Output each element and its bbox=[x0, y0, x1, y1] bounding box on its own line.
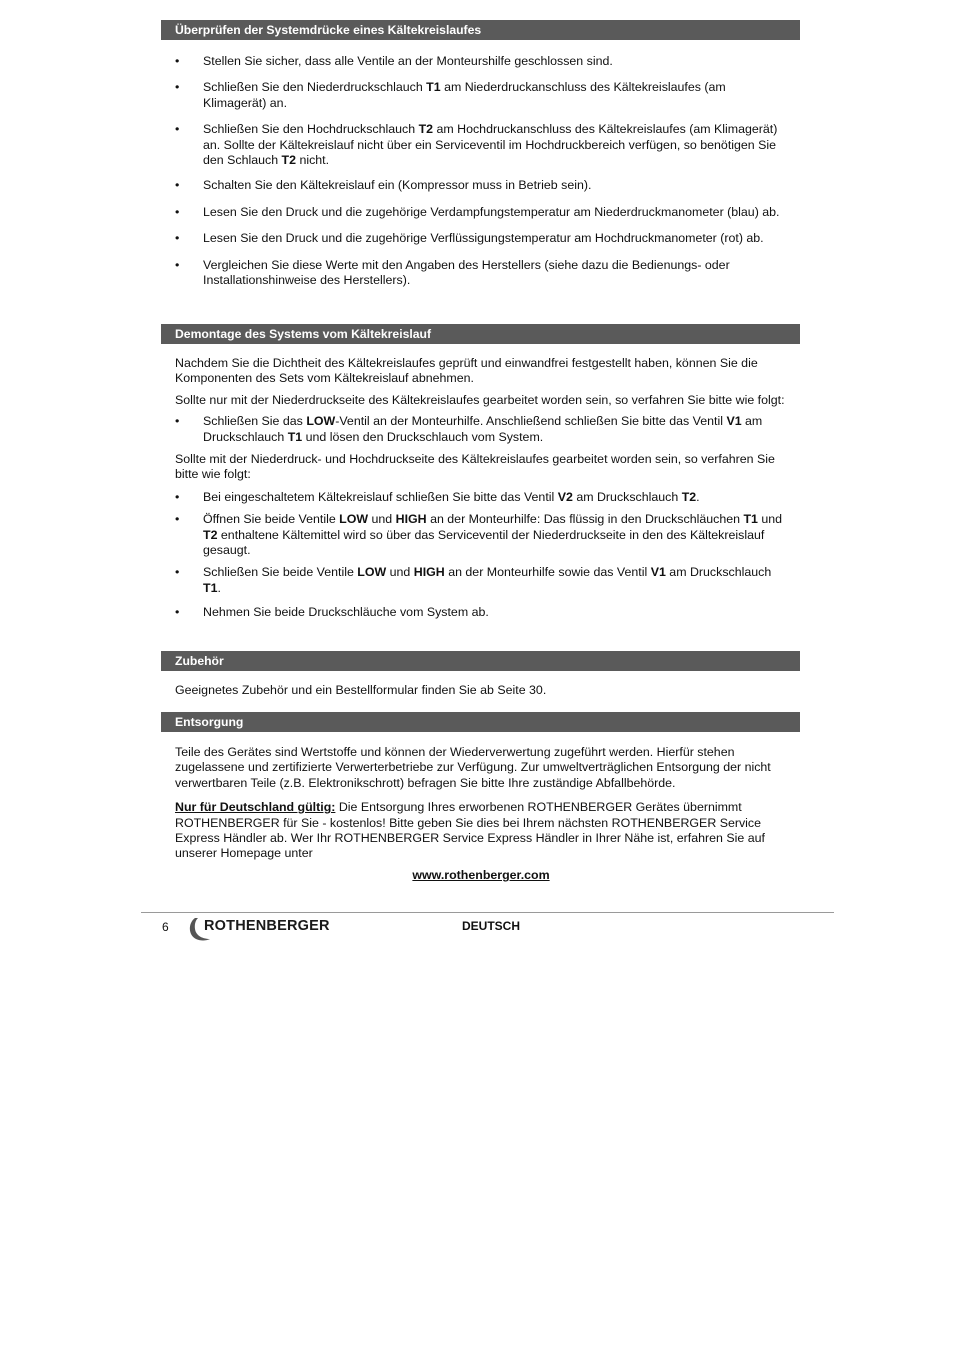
section-header-entsorgung: Entsorgung bbox=[161, 712, 800, 732]
bold-term: T1 bbox=[426, 80, 441, 95]
text-run: Schalten Sie den Kältekreislauf ein (Kompressor muss in Betrieb sein). bbox=[203, 178, 592, 193]
bullet-list bbox=[175, 54, 790, 288]
bold-term: LOW bbox=[339, 512, 369, 527]
text-run: Schließen Sie den Niederdruckschlauch bbox=[203, 80, 427, 95]
bullet-dot-icon: • bbox=[175, 80, 180, 95]
germany-only-label: Nur für Deutschland gültig: bbox=[175, 800, 336, 815]
text-run: nicht. bbox=[296, 153, 330, 168]
text-run: Schließen Sie beide Ventile bbox=[203, 565, 358, 580]
bullet-item bbox=[175, 178, 790, 193]
bullet-item bbox=[175, 80, 790, 111]
paragraph: Teile des Gerätes sind Wertstoffe und können der Wiederverwertung zugeführt werden. Hierfür stehen zugelassene und zertifizierte Verwerterbetriebe zur Verfügung. Zur umweltverträglichen Entsorgung der nicht verwertbaren Teile (z.B. Elektronikschrott) befragen Sie bitte Ihre zuständige Abfallbehörde. bbox=[175, 745, 771, 790]
bullet-dot-icon: • bbox=[175, 605, 180, 620]
brand-logo bbox=[186, 915, 346, 943]
text-run: und bbox=[386, 565, 414, 580]
paragraph: Geeignetes Zubehör und ein Bestellformular finden Sie ab Seite 30. bbox=[175, 683, 547, 697]
paragraph: Sollte nur mit der Niederdruckseite des Kältekreislaufes gearbeitet worden sein, so verfahren Sie bitte wie folgt: bbox=[175, 392, 785, 407]
section-header-systemdruecke: Überprüfen der Systemdrücke eines Kältekreislaufes bbox=[161, 20, 800, 40]
bold-term: T2 bbox=[281, 153, 296, 168]
text-run: am Niederdruckanschluss des Kältekreislaufes (am Klimagerät) an. bbox=[203, 80, 726, 110]
paragraph: Sollte mit der Niederdruck- und Hochdruckseite des Kältekreislaufes gearbeitet worden sein, so verfahren Sie bitte wie folgt: bbox=[175, 452, 775, 482]
bold-term: T1 bbox=[743, 512, 758, 527]
bullet-item bbox=[175, 414, 790, 445]
bold-term: LOW bbox=[306, 414, 336, 429]
bold-term: HIGH bbox=[395, 512, 427, 527]
text-run: Schließen Sie das bbox=[203, 414, 307, 429]
page-number: 6 bbox=[162, 920, 169, 934]
text-run: und bbox=[757, 512, 783, 527]
text-run: . bbox=[217, 580, 221, 595]
section-header-zubehoer: Zubehör bbox=[161, 651, 800, 671]
bullet-item bbox=[175, 258, 790, 289]
bullet-item bbox=[175, 565, 790, 596]
section-body-zubehoer bbox=[175, 683, 790, 704]
bullet-dot-icon: • bbox=[175, 489, 180, 504]
bullet-list bbox=[175, 414, 790, 445]
bullet-item bbox=[175, 512, 790, 558]
bold-term: V1 bbox=[650, 565, 666, 580]
text-run: Öffnen Sie beide Ventile bbox=[203, 512, 340, 527]
section-body-demontage bbox=[175, 356, 790, 621]
bold-term: T1 bbox=[287, 429, 303, 444]
text-run: am Druckschlauch bbox=[665, 565, 772, 580]
paragraph: Nachdem Sie die Dichtheit des Kältekreislaufes geprüft und einwandfrei festgestellt haben, können Sie die Komponenten des Sets vom Kältekreislauf abnehmen. bbox=[175, 356, 758, 386]
text-run: Lesen Sie den Druck und die zugehörige Verflüssigungstemperatur am Hochdruckmanometer (rot) ab. bbox=[203, 231, 764, 246]
bullet-item bbox=[175, 122, 790, 168]
brand-name: ROTHENBERGER bbox=[204, 918, 330, 934]
bullet-list bbox=[175, 490, 790, 621]
bold-term: T2 bbox=[681, 489, 697, 504]
text-run: Schließen Sie den Hochdruckschlauch bbox=[203, 122, 419, 137]
bullet-dot-icon: • bbox=[175, 257, 180, 272]
bullet-dot-icon: • bbox=[175, 565, 180, 580]
bold-term: T2 bbox=[203, 527, 218, 542]
text-run: -Ventil an der Monteurhilfe. Anschließend schließen Sie bitte das Ventil bbox=[335, 414, 727, 429]
url-row bbox=[175, 868, 787, 883]
paragraph: Nur für Deutschland gültig: Die Entsorgung Ihres erworbenen ROTHENBERGER Gerätes übernimmt ROTHENBERGER für Sie - kostenlos! Bitte geben Sie dies bei Ihrem nächsten ROTHENBERGER Service Express Händler ab. Wer Ihr ROTHENBERGER Service Express Händler in Ihrer Nähe ist, erfahren Sie auf unserer Homepage unter bbox=[175, 800, 765, 861]
bold-term: T1 bbox=[203, 580, 218, 595]
bullet-dot-icon: • bbox=[175, 512, 180, 527]
text-run: am Druckschlauch bbox=[203, 414, 763, 444]
text-run: Stellen Sie sicher, dass alle Ventile an der Monteurshilfe geschlossen sind. bbox=[203, 54, 613, 68]
bullet-dot-icon: • bbox=[175, 54, 180, 68]
text-run: an der Monteurhilfe: Das flüssig in den Druckschläuchen bbox=[426, 512, 744, 527]
bold-term: HIGH bbox=[413, 565, 445, 580]
bullet-item bbox=[175, 205, 790, 220]
bold-term: T2 bbox=[418, 122, 434, 137]
footer-divider bbox=[141, 912, 834, 913]
text-run: am Hochdruckanschluss des Kältekreislaufes (am Klimagerät) an. Sollte der Kältekreislauf nicht über ein Serviceventil im Hochdruckbereich verfügen, so benötigen Sie den Schlauch bbox=[203, 122, 778, 168]
bold-term: V2 bbox=[557, 489, 573, 504]
bullet-dot-icon: • bbox=[175, 122, 180, 137]
section-body-systemdruecke bbox=[175, 54, 790, 288]
section-header-demontage: Demontage des Systems vom Kältekreislauf bbox=[161, 324, 800, 344]
bullet-item bbox=[175, 605, 790, 620]
section-body-entsorgung bbox=[175, 745, 790, 883]
text-run: am Druckschlauch bbox=[572, 489, 682, 504]
language-label: DEUTSCH bbox=[462, 919, 521, 933]
text-run: Nehmen Sie beide Druckschläuche vom System ab. bbox=[203, 605, 489, 620]
bullet-item bbox=[175, 231, 790, 246]
bold-term: LOW bbox=[357, 565, 387, 580]
text-run: . bbox=[696, 489, 700, 504]
text-run: Vergleichen Sie diese Werte mit den Angaben des Herstellers (siehe dazu die Bedienungs- oder Installationshinweise des Herstellers). bbox=[203, 257, 730, 288]
bullet-item bbox=[175, 490, 790, 505]
bullet-dot-icon: • bbox=[175, 231, 180, 246]
text-run: und lösen den Druckschlauch vom System. bbox=[302, 429, 544, 444]
text-run: Lesen Sie den Druck und die zugehörige Verdampfungstemperatur am Niederdruckmanometer (blau) ab. bbox=[203, 204, 780, 219]
text-run: an der Monteurhilfe sowie das Ventil bbox=[444, 565, 651, 580]
text-run: enthaltene Kältemittel wird so über das Serviceventil der Niederdruckseite in den des Kältekreislauf gesaugt. bbox=[203, 527, 765, 558]
bullet-dot-icon: • bbox=[175, 414, 180, 429]
text-run: Bei eingeschaltetem Kältekreislauf schließen Sie bitte das Ventil bbox=[203, 489, 558, 504]
text-run: und bbox=[368, 512, 396, 527]
bullet-dot-icon: • bbox=[175, 204, 180, 219]
bold-term: V1 bbox=[726, 414, 742, 429]
bullet-item bbox=[175, 54, 790, 69]
website-link[interactable]: www.rothenberger.com bbox=[412, 867, 550, 882]
bullet-dot-icon: • bbox=[175, 178, 180, 193]
